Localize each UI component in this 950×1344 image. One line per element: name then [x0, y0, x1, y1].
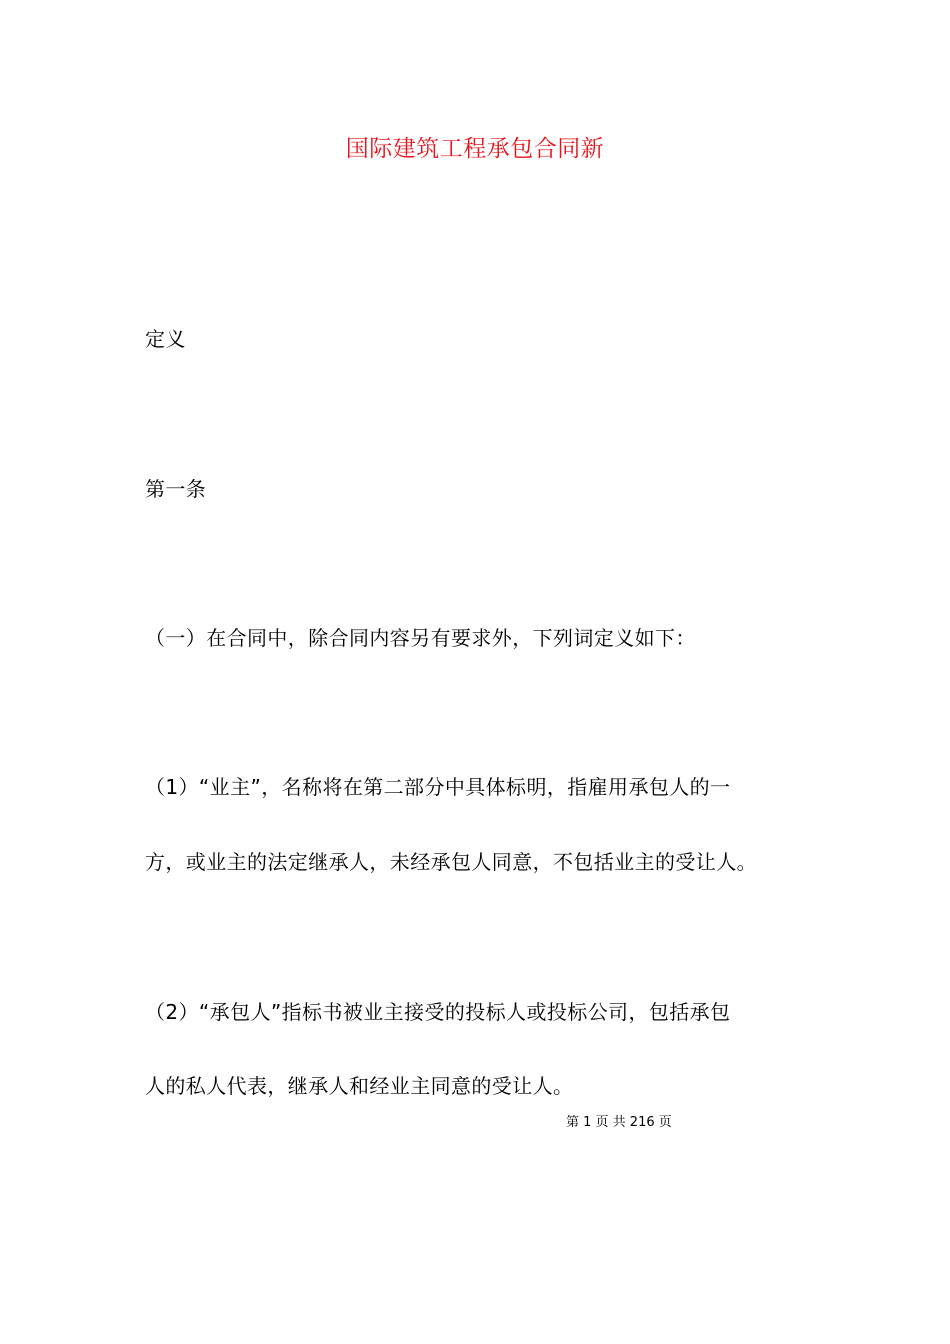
paragraph-clause-1: （一）在合同中，除合同内容另有要求外，下列词定义如下： [145, 626, 696, 650]
section-heading-definition: 定义 [145, 327, 186, 351]
article-heading: 第一条 [145, 477, 207, 501]
paragraph-owner-line-2: 方，或业主的法定继承人，未经承包人同意，不包括业主的受让人。 [145, 850, 757, 874]
paragraph-owner-line-1: （1）“业主”，名称将在第二部分中具体标明，指雇用承包人的一 [145, 775, 731, 799]
document-title: 国际建筑工程承包合同新 [345, 136, 605, 162]
page-number: 第 1 页 共 216 页 [566, 1115, 672, 1130]
paragraph-contractor-line-2: 人的私人代表，继承人和经业主同意的受让人。 [145, 1074, 574, 1098]
paragraph-contractor-line-1: （2）“承包人”指标书被业主接受的投标人或投标公司，包括承包 [145, 1000, 731, 1024]
